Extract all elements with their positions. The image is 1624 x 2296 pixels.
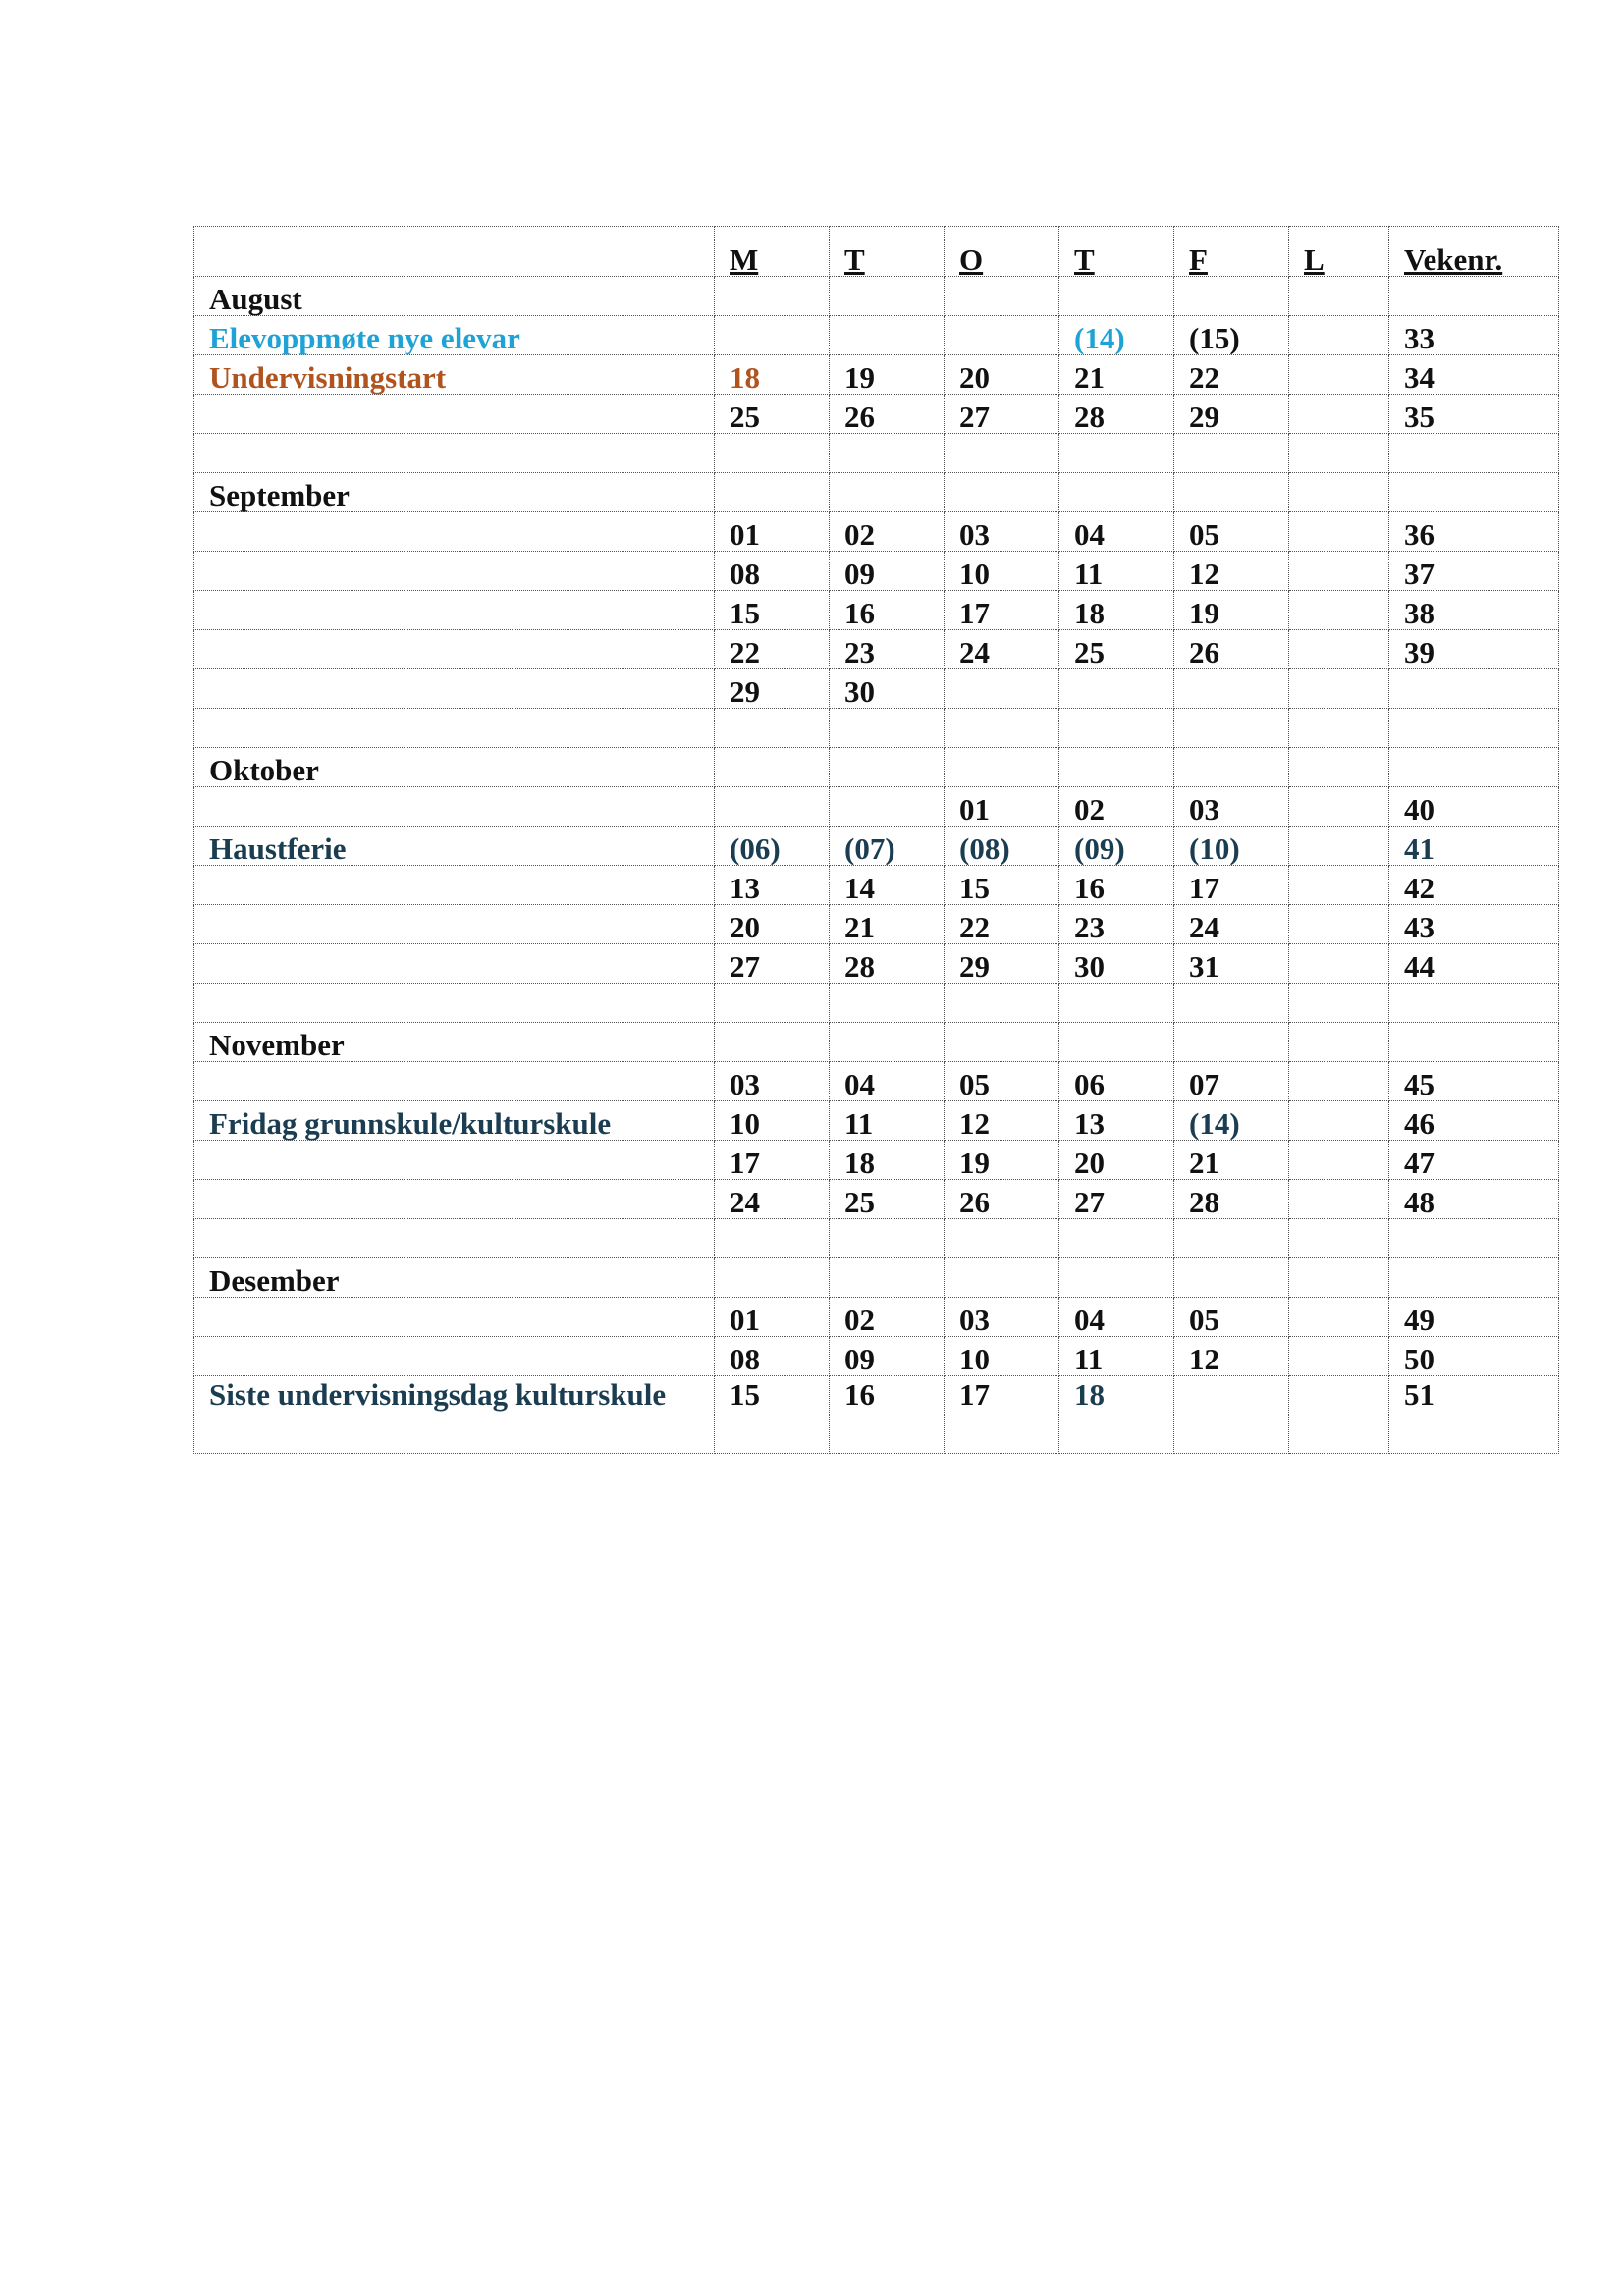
tuesday-cell: 23 [830, 630, 945, 669]
calendar-row [194, 1101, 1559, 1141]
monday-cell [715, 787, 830, 827]
tuesday-cell [830, 434, 945, 473]
calendar-body [194, 227, 1559, 1454]
week-number-cell [1389, 1258, 1559, 1298]
thursday-cell [1059, 1258, 1174, 1298]
friday-cell [1174, 1023, 1289, 1062]
friday-cell: 26 [1174, 630, 1289, 669]
week-number-cell: 50 [1389, 1337, 1559, 1376]
week-number-cell: 47 [1389, 1141, 1559, 1180]
tuesday-cell: 25 [830, 1180, 945, 1219]
thursday-cell [1059, 1023, 1174, 1062]
row-label: Elevoppmøte nye elevar [194, 316, 715, 355]
thursday-cell: (09) [1059, 827, 1174, 866]
friday-cell: (14) [1174, 1101, 1289, 1141]
row-label [194, 905, 715, 944]
calendar-row [194, 473, 1559, 512]
friday-cell: 19 [1174, 591, 1289, 630]
monday-cell: 08 [715, 1337, 830, 1376]
tuesday-cell [830, 316, 945, 355]
thursday-cell: 20 [1059, 1141, 1174, 1180]
monday-cell [715, 434, 830, 473]
monday-cell: 15 [715, 591, 830, 630]
tuesday-cell: 16 [830, 591, 945, 630]
row-label [194, 984, 715, 1023]
wednesday-cell: 15 [945, 866, 1059, 905]
wednesday-cell [945, 316, 1059, 355]
calendar-row [194, 984, 1559, 1023]
calendar-row [194, 630, 1559, 669]
tuesday-cell: 18 [830, 1141, 945, 1180]
thursday-cell: 13 [1059, 1101, 1174, 1141]
monday-cell [715, 1258, 830, 1298]
friday-cell [1174, 709, 1289, 748]
wednesday-cell: 10 [945, 1337, 1059, 1376]
week-number-cell: 51 [1389, 1376, 1559, 1454]
friday-cell: 31 [1174, 944, 1289, 984]
calendar-row [194, 591, 1559, 630]
calendar-row [194, 355, 1559, 395]
monday-cell: 18 [715, 355, 830, 395]
row-label [194, 866, 715, 905]
tuesday-cell: 09 [830, 1337, 945, 1376]
monday-cell [715, 1023, 830, 1062]
row-label [194, 709, 715, 748]
header-friday: F [1174, 227, 1289, 277]
wednesday-cell [945, 434, 1059, 473]
tuesday-cell: 02 [830, 1298, 945, 1337]
friday-cell [1174, 1258, 1289, 1298]
calendar-row [194, 316, 1559, 355]
wednesday-cell: 10 [945, 552, 1059, 591]
row-label: Desember [194, 1258, 715, 1298]
saturday-cell [1289, 1258, 1389, 1298]
row-label: Haustferie [194, 827, 715, 866]
calendar-row [194, 552, 1559, 591]
calendar-row [194, 277, 1559, 316]
thursday-cell [1059, 1219, 1174, 1258]
monday-cell: 10 [715, 1101, 830, 1141]
wednesday-cell: 27 [945, 395, 1059, 434]
tuesday-cell: 16 [830, 1376, 945, 1454]
saturday-cell [1289, 787, 1389, 827]
thursday-cell: (14) [1059, 316, 1174, 355]
row-label [194, 395, 715, 434]
thursday-cell: 25 [1059, 630, 1174, 669]
friday-cell: (15) [1174, 316, 1289, 355]
monday-cell: 15 [715, 1376, 830, 1454]
week-number-cell [1389, 709, 1559, 748]
row-label [194, 1141, 715, 1180]
tuesday-cell [830, 709, 945, 748]
thursday-cell [1059, 709, 1174, 748]
tuesday-cell [830, 1219, 945, 1258]
saturday-cell [1289, 984, 1389, 1023]
saturday-cell [1289, 827, 1389, 866]
header-saturday: L [1289, 227, 1389, 277]
row-label: September [194, 473, 715, 512]
saturday-cell [1289, 552, 1389, 591]
friday-cell [1174, 748, 1289, 787]
calendar-row [194, 1141, 1559, 1180]
header-wednesday: O [945, 227, 1059, 277]
thursday-cell [1059, 434, 1174, 473]
row-label [194, 512, 715, 552]
friday-cell: 07 [1174, 1062, 1289, 1101]
thursday-cell: 02 [1059, 787, 1174, 827]
tuesday-cell: 02 [830, 512, 945, 552]
saturday-cell [1289, 1062, 1389, 1101]
row-label [194, 630, 715, 669]
thursday-cell: 28 [1059, 395, 1174, 434]
wednesday-cell [945, 1219, 1059, 1258]
week-number-cell: 39 [1389, 630, 1559, 669]
calendar-row [194, 669, 1559, 709]
friday-cell: 29 [1174, 395, 1289, 434]
row-label [194, 1219, 715, 1258]
saturday-cell [1289, 1023, 1389, 1062]
row-label [194, 591, 715, 630]
monday-cell: 29 [715, 669, 830, 709]
calendar-row [194, 866, 1559, 905]
monday-cell [715, 748, 830, 787]
thursday-cell [1059, 748, 1174, 787]
week-number-cell: 43 [1389, 905, 1559, 944]
friday-cell: 12 [1174, 552, 1289, 591]
saturday-cell [1289, 709, 1389, 748]
saturday-cell [1289, 395, 1389, 434]
monday-cell: 13 [715, 866, 830, 905]
calendar-row [194, 1023, 1559, 1062]
wednesday-cell: 01 [945, 787, 1059, 827]
monday-cell [715, 473, 830, 512]
friday-cell: 05 [1174, 512, 1289, 552]
tuesday-cell [830, 748, 945, 787]
wednesday-cell: 17 [945, 1376, 1059, 1454]
tuesday-cell [830, 984, 945, 1023]
calendar-row [194, 1062, 1559, 1101]
saturday-cell [1289, 1180, 1389, 1219]
monday-cell: 20 [715, 905, 830, 944]
calendar-row [194, 512, 1559, 552]
calendar-row [194, 1219, 1559, 1258]
saturday-cell [1289, 944, 1389, 984]
tuesday-cell: 26 [830, 395, 945, 434]
saturday-cell [1289, 473, 1389, 512]
wednesday-cell [945, 473, 1059, 512]
calendar-row [194, 395, 1559, 434]
saturday-cell [1289, 591, 1389, 630]
wednesday-cell [945, 1023, 1059, 1062]
wednesday-cell: 24 [945, 630, 1059, 669]
week-number-cell: 33 [1389, 316, 1559, 355]
tuesday-cell: 09 [830, 552, 945, 591]
monday-cell: 22 [715, 630, 830, 669]
wednesday-cell [945, 277, 1059, 316]
friday-cell: (10) [1174, 827, 1289, 866]
friday-cell [1174, 1219, 1289, 1258]
saturday-cell [1289, 316, 1389, 355]
week-number-cell: 34 [1389, 355, 1559, 395]
tuesday-cell [830, 1258, 945, 1298]
thursday-cell [1059, 984, 1174, 1023]
wednesday-cell: 03 [945, 1298, 1059, 1337]
calendar-row [194, 1337, 1559, 1376]
friday-cell: 03 [1174, 787, 1289, 827]
tuesday-cell: 04 [830, 1062, 945, 1101]
calendar-row [194, 1180, 1559, 1219]
monday-cell: 17 [715, 1141, 830, 1180]
thursday-cell: 27 [1059, 1180, 1174, 1219]
week-number-cell: 42 [1389, 866, 1559, 905]
thursday-cell: 18 [1059, 1376, 1174, 1454]
week-number-cell: 49 [1389, 1298, 1559, 1337]
week-number-cell: 35 [1389, 395, 1559, 434]
monday-cell [715, 984, 830, 1023]
friday-cell [1174, 473, 1289, 512]
header-tuesday: T [830, 227, 945, 277]
saturday-cell [1289, 1219, 1389, 1258]
monday-cell: (06) [715, 827, 830, 866]
monday-cell [715, 709, 830, 748]
wednesday-cell [945, 984, 1059, 1023]
row-label [194, 1337, 715, 1376]
wednesday-cell: 22 [945, 905, 1059, 944]
monday-cell: 24 [715, 1180, 830, 1219]
calendar-table [193, 226, 1559, 1454]
friday-cell [1174, 277, 1289, 316]
wednesday-cell [945, 669, 1059, 709]
tuesday-cell: 14 [830, 866, 945, 905]
wednesday-cell: 19 [945, 1141, 1059, 1180]
tuesday-cell [830, 277, 945, 316]
saturday-cell [1289, 512, 1389, 552]
saturday-cell [1289, 277, 1389, 316]
row-label [194, 434, 715, 473]
week-number-cell: 45 [1389, 1062, 1559, 1101]
week-number-cell [1389, 473, 1559, 512]
tuesday-cell: 30 [830, 669, 945, 709]
calendar-row [194, 905, 1559, 944]
row-label: November [194, 1023, 715, 1062]
monday-cell: 03 [715, 1062, 830, 1101]
header-monday: M [715, 227, 830, 277]
friday-cell: 22 [1174, 355, 1289, 395]
tuesday-cell: (07) [830, 827, 945, 866]
thursday-cell [1059, 277, 1174, 316]
wednesday-cell: 20 [945, 355, 1059, 395]
week-number-cell [1389, 669, 1559, 709]
monday-cell: 01 [715, 1298, 830, 1337]
thursday-cell: 06 [1059, 1062, 1174, 1101]
week-number-cell [1389, 1023, 1559, 1062]
row-label [194, 1180, 715, 1219]
saturday-cell [1289, 1141, 1389, 1180]
week-number-cell: 46 [1389, 1101, 1559, 1141]
row-label: Fridag grunnskule/kulturskule [194, 1101, 715, 1141]
week-number-cell [1389, 748, 1559, 787]
wednesday-cell: (08) [945, 827, 1059, 866]
wednesday-cell: 26 [945, 1180, 1059, 1219]
calendar-row [194, 709, 1559, 748]
wednesday-cell: 05 [945, 1062, 1059, 1101]
friday-cell: 21 [1174, 1141, 1289, 1180]
row-label [194, 552, 715, 591]
header-thursday: T [1059, 227, 1174, 277]
week-number-cell: 44 [1389, 944, 1559, 984]
saturday-cell [1289, 866, 1389, 905]
row-label [194, 1062, 715, 1101]
header-label-cell [194, 227, 715, 277]
calendar-row [194, 748, 1559, 787]
row-label: Oktober [194, 748, 715, 787]
tuesday-cell [830, 473, 945, 512]
thursday-cell: 16 [1059, 866, 1174, 905]
wednesday-cell [945, 748, 1059, 787]
tuesday-cell: 19 [830, 355, 945, 395]
row-label: Siste undervisningsdag kulturskule [194, 1376, 715, 1454]
tuesday-cell: 11 [830, 1101, 945, 1141]
friday-cell: 05 [1174, 1298, 1289, 1337]
header-week-number: Vekenr. [1389, 227, 1559, 277]
thursday-cell: 11 [1059, 1337, 1174, 1376]
wednesday-cell: 12 [945, 1101, 1059, 1141]
saturday-cell [1289, 434, 1389, 473]
calendar-row [194, 1298, 1559, 1337]
week-number-cell: 38 [1389, 591, 1559, 630]
thursday-cell: 18 [1059, 591, 1174, 630]
friday-cell: 12 [1174, 1337, 1289, 1376]
calendar-row [194, 827, 1559, 866]
row-label [194, 787, 715, 827]
week-number-cell: 40 [1389, 787, 1559, 827]
week-number-cell: 41 [1389, 827, 1559, 866]
thursday-cell: 30 [1059, 944, 1174, 984]
thursday-cell: 11 [1059, 552, 1174, 591]
thursday-cell [1059, 669, 1174, 709]
wednesday-cell: 17 [945, 591, 1059, 630]
tuesday-cell [830, 787, 945, 827]
monday-cell [715, 316, 830, 355]
calendar-row [194, 1258, 1559, 1298]
monday-cell: 25 [715, 395, 830, 434]
tuesday-cell [830, 1023, 945, 1062]
tuesday-cell: 21 [830, 905, 945, 944]
calendar-row [194, 434, 1559, 473]
monday-cell: 01 [715, 512, 830, 552]
monday-cell [715, 277, 830, 316]
week-number-cell [1389, 1219, 1559, 1258]
monday-cell [715, 1219, 830, 1258]
thursday-cell: 23 [1059, 905, 1174, 944]
friday-cell: 28 [1174, 1180, 1289, 1219]
saturday-cell [1289, 1101, 1389, 1141]
thursday-cell: 04 [1059, 512, 1174, 552]
wednesday-cell [945, 1258, 1059, 1298]
row-label [194, 944, 715, 984]
row-label: Undervisningstart [194, 355, 715, 395]
saturday-cell [1289, 1337, 1389, 1376]
monday-cell: 08 [715, 552, 830, 591]
tuesday-cell: 28 [830, 944, 945, 984]
thursday-cell: 04 [1059, 1298, 1174, 1337]
wednesday-cell: 29 [945, 944, 1059, 984]
row-label [194, 1298, 715, 1337]
friday-cell [1174, 1376, 1289, 1454]
wednesday-cell [945, 709, 1059, 748]
week-number-cell [1389, 984, 1559, 1023]
thursday-cell [1059, 473, 1174, 512]
friday-cell [1174, 984, 1289, 1023]
row-label [194, 669, 715, 709]
week-number-cell: 36 [1389, 512, 1559, 552]
thursday-cell: 21 [1059, 355, 1174, 395]
saturday-cell [1289, 355, 1389, 395]
saturday-cell [1289, 630, 1389, 669]
week-number-cell [1389, 434, 1559, 473]
row-label: August [194, 277, 715, 316]
saturday-cell [1289, 748, 1389, 787]
saturday-cell [1289, 905, 1389, 944]
week-number-cell [1389, 277, 1559, 316]
monday-cell: 27 [715, 944, 830, 984]
friday-cell [1174, 669, 1289, 709]
calendar-row [194, 1376, 1559, 1454]
saturday-cell [1289, 669, 1389, 709]
calendar-row [194, 787, 1559, 827]
friday-cell: 24 [1174, 905, 1289, 944]
friday-cell: 17 [1174, 866, 1289, 905]
friday-cell [1174, 434, 1289, 473]
header-row [194, 227, 1559, 277]
saturday-cell [1289, 1376, 1389, 1454]
week-number-cell: 37 [1389, 552, 1559, 591]
wednesday-cell: 03 [945, 512, 1059, 552]
week-number-cell: 48 [1389, 1180, 1559, 1219]
calendar-row [194, 944, 1559, 984]
saturday-cell [1289, 1298, 1389, 1337]
